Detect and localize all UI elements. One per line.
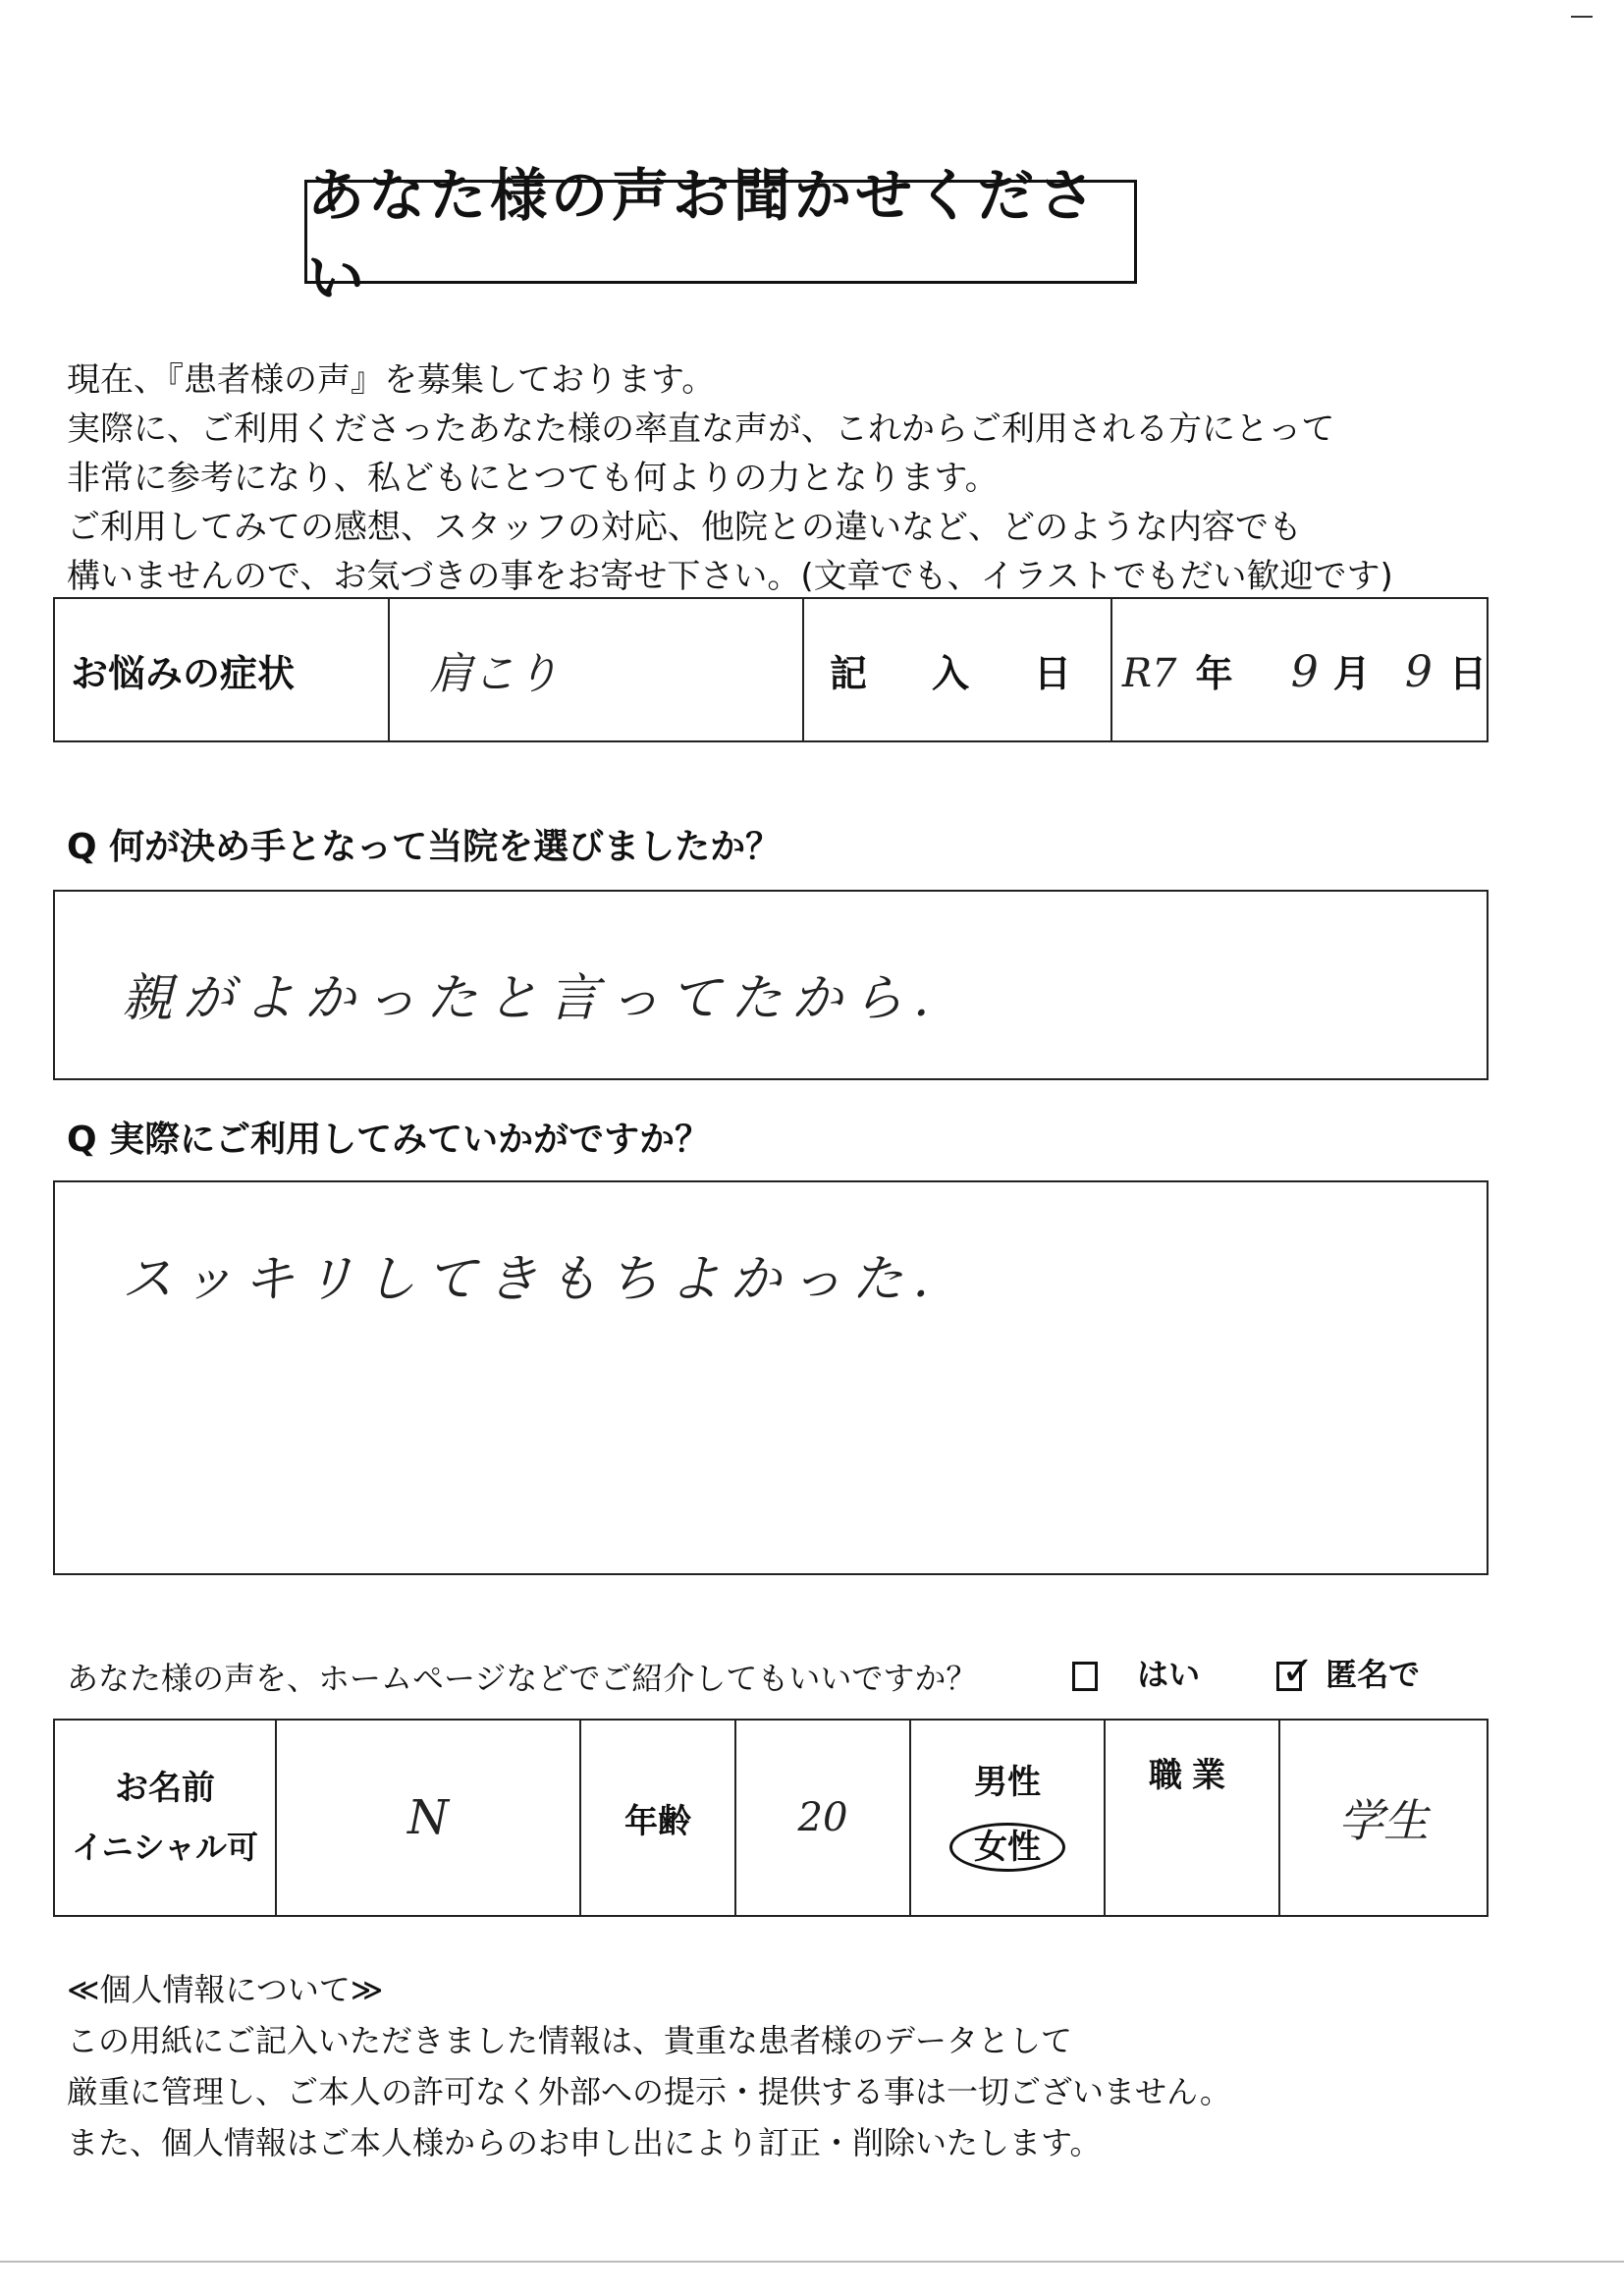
day-unit: 日	[1448, 651, 1487, 695]
q2-answer-box[interactable]	[53, 1180, 1489, 1575]
gender-female-selected[interactable]: 女性	[949, 1823, 1065, 1872]
initial-label: イニシャル可	[71, 1829, 259, 1866]
age-value[interactable]: 20	[797, 1795, 848, 1840]
q2-question: Q 実際にご利用してみていかがですか？	[67, 1120, 711, 1160]
name-label: お名前	[115, 1769, 215, 1808]
yes-checkbox[interactable]	[1072, 1662, 1098, 1691]
intro-text	[67, 355, 1540, 601]
scan-edge-line	[0, 2261, 1624, 2263]
privacy-line: 厳重に管理し、ご本人の許可なく外部への提示・提供する事は一切ございません。	[67, 2073, 1231, 2110]
intro-line: 構いませんので、お気づきの事をお寄せ下さい。(文章でも、イラストでもだい歓迎です)	[67, 557, 1393, 596]
consent-anonymous[interactable]	[1276, 1650, 1420, 1695]
q1-answer: 親がよかったと言ってたから.	[122, 969, 940, 1028]
consent-question: あなた様の声を、ホームページなどでご紹介してもいいですか？	[67, 1660, 978, 1697]
consent-yes[interactable]	[1072, 1650, 1200, 1695]
date-month[interactable]: 9	[1290, 646, 1319, 697]
privacy-heading: ≪個人情報について≫	[67, 1971, 384, 2008]
q1-answer-box[interactable]	[53, 890, 1489, 1080]
date-era[interactable]: R7	[1121, 650, 1177, 696]
scan-mark	[1571, 16, 1593, 18]
symptom-label: お悩みの症状	[71, 651, 296, 695]
intro-line: ご利用してみての感想、スタッフの対応、他院との違いなど、どのような内容でも	[67, 508, 1302, 547]
intro-line: 現在、『患者様の声』を募集しております。	[67, 360, 716, 400]
anonymous-checkbox[interactable]	[1276, 1649, 1315, 1694]
month-unit: 月	[1332, 651, 1371, 695]
job-label: 職業	[1149, 1756, 1235, 1795]
yes-label: はい	[1137, 1656, 1201, 1693]
symptom-value[interactable]: 肩こり	[429, 649, 560, 699]
date-day[interactable]: 9	[1404, 646, 1433, 697]
job-value[interactable]: 学生	[1338, 1794, 1429, 1847]
gender-male[interactable]: 男性	[974, 1763, 1041, 1802]
profile-table	[53, 1719, 1489, 1917]
anonymous-label: 匿名で	[1326, 1656, 1421, 1693]
privacy-notice	[67, 1964, 1231, 2168]
q1-question: Q 何が決め手となって当院を選びましたか？	[67, 827, 782, 867]
name-value[interactable]: N	[407, 1790, 449, 1845]
year-unit: 年	[1195, 651, 1233, 695]
privacy-line: この用紙にご記入いただきました情報は、貴重な患者様のデータとして	[67, 2022, 1073, 2059]
privacy-line: また、個人情報はご本人様からのお申し出により訂正・削除いたします。	[67, 2124, 1102, 2161]
q2-answer: スッキリしてきもちよかった.	[122, 1250, 940, 1309]
check-icon: ✓	[1281, 1649, 1315, 1694]
age-label: 年齢	[624, 1801, 691, 1841]
date-label: 記 入 日	[830, 651, 1086, 695]
intro-line: 実際に、ご利用くださったあなた様の率直な声が、これからご利用される方にとって	[67, 410, 1335, 449]
page-title: あなた様の声お聞かせください	[304, 180, 1137, 284]
symptom-table	[53, 597, 1489, 742]
intro-line: 非常に参考になり、私どもにとつても何よりの力となります。	[67, 459, 999, 498]
